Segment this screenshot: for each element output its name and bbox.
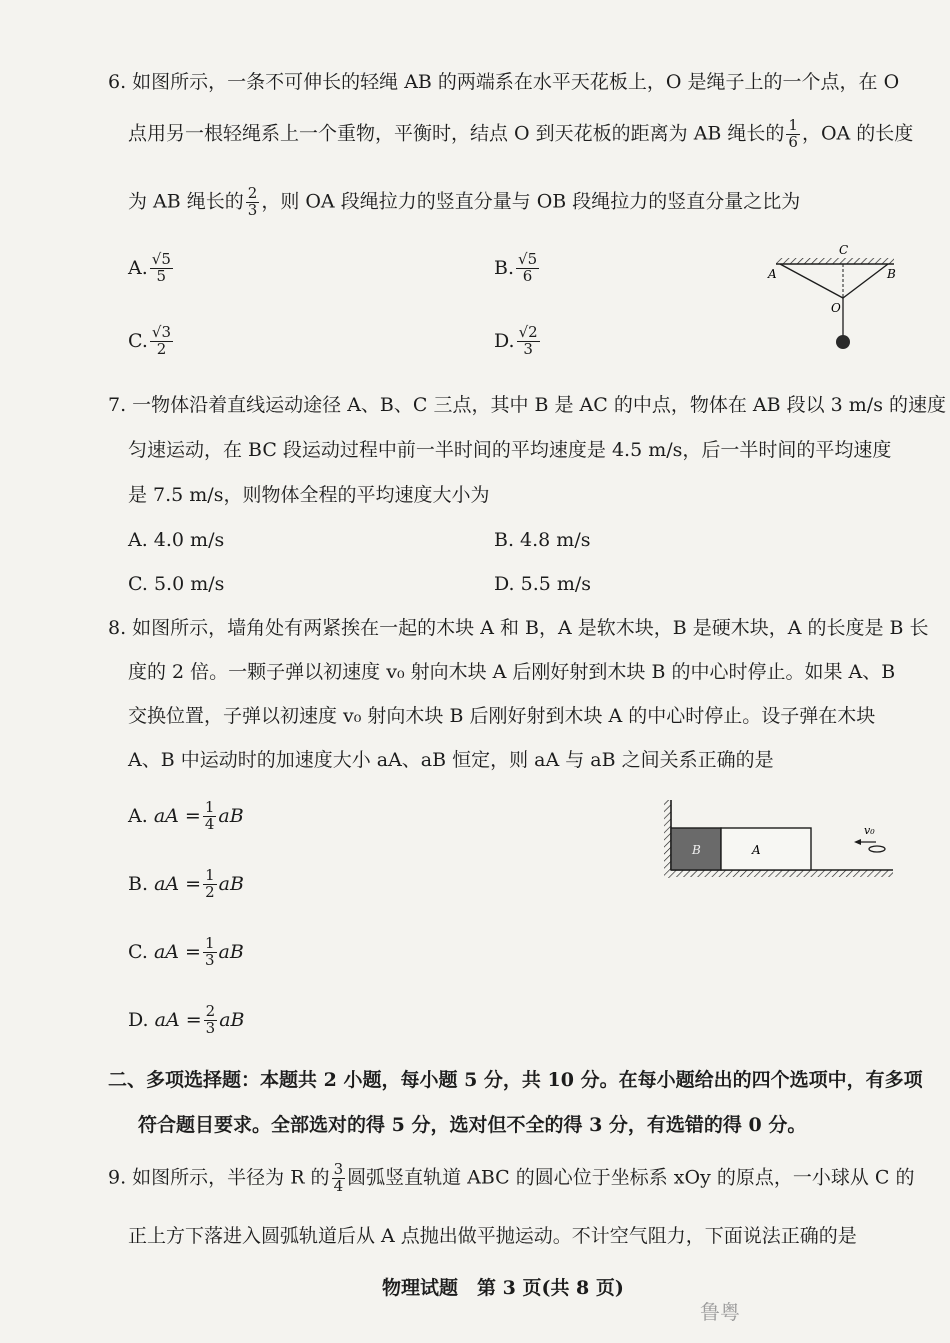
floor-hatch [671, 870, 893, 877]
q6-option-a[interactable]: A. $\frac{√5}{5}$ [128, 250, 171, 285]
q7-option-b[interactable]: B. 4.8 m/s [494, 529, 591, 551]
q6-line2 [128, 118, 913, 151]
q6-fraction-1-6: $\frac{1}{6}$ [788, 116, 798, 151]
q6-option-b[interactable]: B. $\frac{√5}{6}$ [494, 250, 538, 285]
q7-option-a[interactable]: A. 4.0 m/s [128, 529, 225, 551]
q9-fraction-3-4: $\frac{3}{4}$ [333, 1160, 344, 1195]
page-footer: 物理试题 第 3 页(共 8 页) [382, 1277, 624, 1299]
q9-line2: 正上方下落进入圆弧轨道后从 A 点抛出做平抛运动。不计空气阻力，下面说法正确的是 [128, 1225, 857, 1247]
q8-option-a[interactable]: A. aA = $\frac{1}{4}$ aB [128, 798, 244, 833]
q6-line3 [128, 186, 800, 219]
label-v0: v₀ [864, 824, 875, 837]
label-a: A [768, 267, 777, 281]
label-b: B [887, 267, 896, 281]
q6-line2-tail: ，OA 的长度 [801, 122, 914, 145]
ceiling-hatch [776, 258, 894, 264]
q8-line1: 8. 如图所示，墙角处有两紧挨在一起的木块 A 和 B，A 是软木块，B 是硬木块，A 的长度是 B 长 [108, 617, 929, 639]
q7-option-c[interactable]: C. 5.0 m/s [128, 573, 225, 595]
q6-fraction-2-3: $\frac{2}{3}$ [247, 184, 258, 219]
q7-line1: 7. 一物体沿着直线运动途径 A、B、C 三点，其中 B 是 AC 的中点，物体在 AB 段以 3 m/s 的速度 [108, 394, 946, 416]
label-c: C [839, 243, 849, 257]
q9-line1-text: 9. 如图所示，半径为 R 的 [108, 1166, 330, 1189]
block-a [721, 828, 811, 870]
q7-line3: 是 7.5 m/s，则物体全程的平均速度大小为 [128, 484, 490, 506]
wall-hatch [664, 800, 671, 878]
q6-line2-text: 点用另一根轻绳系上一个重物，平衡时，结点 O 到天花板的距离为 AB 绳长的 [128, 122, 785, 145]
q7-line2: 匀速运动，在 BC 段运动过程中前一半时间的平均速度是 4.5 m/s，后一半时间的平均速度 [128, 439, 892, 461]
q6-line3-tail: ，则 OA 段绳拉力的竖直分量与 OB 段绳拉力的竖直分量之比为 [261, 190, 801, 213]
q6-option-d[interactable]: D. $\frac{√2}{3}$ [494, 323, 538, 358]
q8-line4: A、B 中运动时的加速度大小 aA、aB 恒定，则 aA 与 aB 之间关系正确的是 [128, 749, 774, 771]
q7-option-d[interactable]: D. 5.5 m/s [494, 573, 592, 595]
hanging-weight [836, 335, 850, 349]
section2-line1: 二、多项选择题：本题共 2 小题，每小题 5 分，共 10 分。在每小题给出的四个选项中，有多项 [108, 1069, 923, 1091]
q8-blocks-figure [664, 790, 896, 882]
q6-line1: 6. 如图所示，一条不可伸长的轻绳 AB 的两端系在水平天花板上，O 是绳子上的一个点，在 O [108, 71, 900, 93]
rope-ob [843, 264, 888, 298]
velocity-arrowhead [854, 839, 861, 845]
q8-option-d[interactable]: D. aA = $\frac{2}{3}$ aB [128, 1002, 245, 1037]
label-o: O [831, 301, 841, 315]
label-block-a: A [752, 843, 761, 857]
q6-option-c[interactable]: C. $\frac{√3}{2}$ [128, 323, 172, 358]
q6-rope-figure [764, 240, 904, 355]
q9-line1-tail: 圆弧竖直轨道 ABC 的圆心位于坐标系 xOy 的原点，一小球从 C 的 [347, 1166, 915, 1189]
watermark: 鲁粤 [700, 1300, 740, 1324]
rope-oa [780, 264, 843, 298]
bullet [869, 846, 885, 852]
q9-line1 [108, 1162, 915, 1195]
section2-line2: 符合题目要求。全部选对的得 5 分，选对但不全的得 3 分，有选错的得 0 分。 [138, 1114, 807, 1136]
q8-line2: 度的 2 倍。一颗子弹以初速度 v₀ 射向木块 A 后刚好射到木块 B 的中心时停止。如果 A、B [128, 661, 896, 683]
q8-option-c[interactable]: C. aA = $\frac{1}{3}$ aB [128, 934, 244, 969]
q8-option-b[interactable]: B. aA = $\frac{1}{2}$ aB [128, 866, 244, 901]
q6-line3-text: 为 AB 绳长的 [128, 190, 244, 213]
q8-line3: 交换位置，子弹以初速度 v₀ 射向木块 B 后刚好射到木块 A 的中心时停止。设子弹在木块 [128, 705, 876, 727]
label-block-b: B [692, 843, 701, 857]
